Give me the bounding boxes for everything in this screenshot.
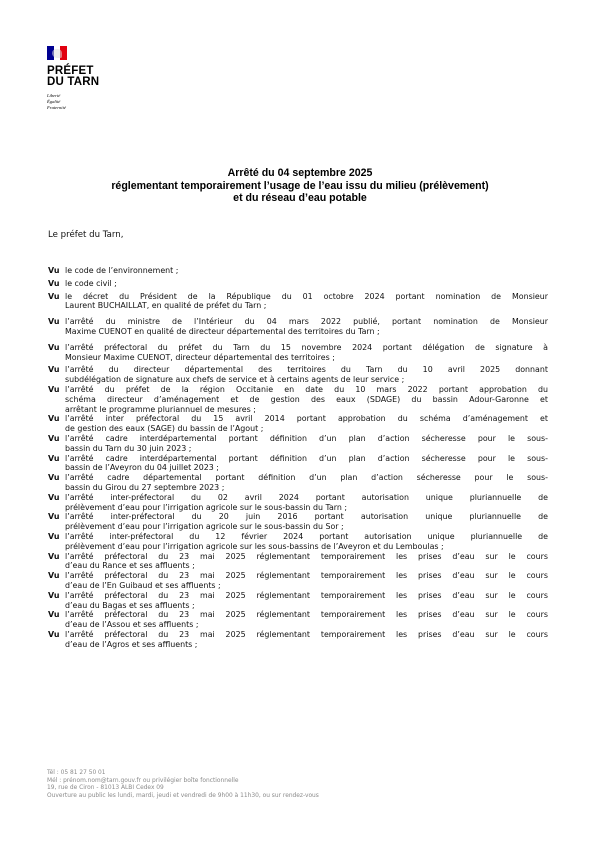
republic-motto [47,93,127,111]
visa-line: l’arrêté préfectoral du 23 mai 2025 réglementant temporairement les prises d’eau sur le cours [65,590,548,600]
footer-line: Tél : 05 81 27 50 01 [47,770,106,776]
visa-item [48,454,548,474]
visa-line: le code civil ; [65,278,117,288]
visa-item [48,591,548,611]
visa-line: schéma directeur d’aménagement et de gestion des eaux (SDAGE) du bassin Adour-Garonne et [65,394,548,404]
visa-item [48,493,548,513]
vu-label: Vu [48,610,60,620]
visa-item [48,473,548,493]
visa-item [48,434,548,454]
vu-label: Vu [48,291,60,301]
visa-line: l’arrêté préfectoral du 23 mai 2025 réglementant temporairement les prises d’eau sur le cours [65,610,548,620]
prefecture-logo [47,46,127,111]
visa-line: arrêtant le programme pluriannuel de mesures ; [65,404,256,414]
vu-label: Vu [48,365,60,375]
vu-label: Vu [48,590,60,600]
footer-line: 19, rue de Ciron - 81013 ALBI Cedex 09 [47,785,164,792]
visa-line: bassin du Girou du 27 septembre 2023 ; [65,482,225,492]
visa-text [65,571,548,591]
visa-line: Maxime CUENOT en qualité de directeur départemental des territoires du Tarn ; [65,326,380,336]
vu-label: Vu [48,512,60,522]
contact-footer [47,770,467,800]
visa-line: prélèvement d’eau pour l’irrigation agricole sur le sous-bassin du Sor ; [65,522,344,532]
vu-label: Vu [48,266,60,275]
visa-text [65,532,548,552]
visa-line: d’eau de l’En Guibaud et ses affluents ; [65,580,221,590]
visa-list [48,266,548,649]
title-line: réglementant temporairement l’usage de l’eau issu du milieu (prélèvement) [111,179,489,192]
visa-text [65,343,548,363]
visa-text [65,552,548,572]
visa-line: l’arrêté préfectoral du 23 mai 2025 réglementant temporairement les prises d’eau sur le cours [65,629,548,639]
vu-label: Vu [48,492,60,502]
visa-text [65,414,548,434]
visa-text [65,454,548,474]
visa-line: d’eau du Rance et ses affluents ; [65,561,195,571]
visa-item [48,279,548,289]
visa-item [48,317,548,337]
vu-label: Vu [48,571,60,581]
visa-item [48,610,548,630]
visa-line: l’arrêté préfectoral du préfet du Tarn du 15 novembre 2024 portant délégation de signature à [65,342,548,352]
visa-text [65,493,548,513]
visa-line: l’arrêté cadre interdépartemental portant définition d’un plan d’action sécheresse pour le sous- [65,433,548,443]
vu-label: Vu [48,473,60,483]
visa-line: subdélégation de signature aux chefs de service et à certains agents de leur service ; [65,375,405,385]
org-name-line1: PRÉFET [47,65,94,77]
vu-label: Vu [48,531,60,541]
visa-line: bassin de l’Aveyron du 04 juillet 2023 ; [65,463,219,473]
visa-text [65,385,548,414]
visa-text [65,279,548,289]
visa-item [48,630,548,650]
visa-line: Monsieur Maxime CUENOT, directeur départemental des territoires ; [65,352,335,362]
visa-line: d’eau de l’Assou et ses affluents ; [65,620,199,630]
motto-line: Égalité [47,99,61,104]
vu-label: Vu [48,317,60,327]
visa-line: l’arrêté du préfet de la région Occitanie en date du 10 mars 2022 portant approbation du [65,384,548,394]
visa-line: l’arrêté inter-préfectoral du 12 février 2024 portant autorisation unique pluriannuelle de [65,531,548,541]
visa-text [65,473,548,493]
title-line: et du réseau d’eau potable [233,192,367,205]
visa-item [48,571,548,591]
visa-text [65,591,548,611]
motto-line: Fraternité [47,105,66,110]
visa-item [48,532,548,552]
visa-item [48,266,548,276]
visa-line: de gestion des eaux (SAGE) du bassin de l’Agout ; [65,424,264,434]
visa-line: prélèvement d’eau pour l’irrigation agricole sur le sous-bassin du Tarn ; [65,502,348,512]
footer-line: Mél : prénom.nom@tarn.gouv.fr ou privilégier boîte fonctionnelle [47,777,239,784]
visa-line: d’eau du Bagas et ses affluents ; [65,600,195,610]
footer-line: Ouverture au public les lundi, mardi, jeudi et vendredi de 9h00 à 11h30, ou sur rendez-vous [47,792,319,799]
visa-line: l’arrêté inter préfectoral du 15 avril 2014 portant approbation du schéma d’aménagement et [65,414,548,424]
vu-label: Vu [48,278,60,288]
visa-line: le code de l’environnement ; [65,266,179,275]
visa-text [65,317,548,337]
visa-line: l’arrêté préfectoral du 23 mai 2025 réglementant temporairement les prises d’eau sur le cours [65,571,548,581]
vu-label: Vu [48,629,60,639]
visa-item [48,365,548,385]
visa-item [48,292,548,312]
visa-line: l’arrêté du directeur départemental des territoires du Tarn du 10 avril 2025 donnant [65,365,548,375]
visa-line: l’arrêté cadre interdépartemental portant définition d’un plan d’action sécheresse pour le sous- [65,453,548,463]
visa-line: bassin du Tarn du 30 juin 2023 ; [65,443,192,453]
visa-text [65,630,548,650]
visa-line: l’arrêté inter-préfectoral du 20 juin 2016 portant autorisation unique pluriannuelle de [65,512,548,522]
visa-item [48,414,548,434]
visa-text [65,512,548,532]
intro-text: Le préfet du Tarn, [48,230,124,240]
org-name [47,66,127,88]
visa-item [48,343,548,363]
visa-item [48,385,548,414]
visa-text [65,434,548,454]
document-title [60,167,540,205]
motto-line: Liberté [47,93,61,98]
visa-line: prélèvement d’eau pour l’irrigation agricole sur les sous-bassins de l’Aveyron et du Lemboulas ; [65,541,444,551]
vu-label: Vu [48,453,60,463]
visa-item [48,552,548,572]
visa-text [65,365,548,385]
visa-line: le décret du Président de la République du 01 octobre 2024 portant nomination de Monsieur [65,291,548,301]
vu-label: Vu [48,551,60,561]
org-name-line2: DU TARN [47,76,100,88]
visa-text [65,266,548,276]
vu-label: Vu [48,342,60,352]
visa-line: d’eau de l’Agros et ses affluents ; [65,639,198,649]
visa-text [65,610,548,630]
vu-label: Vu [48,433,60,443]
vu-label: Vu [48,384,60,394]
marianne-flag-icon [47,46,67,60]
visa-line: l’arrêté préfectoral du 23 mai 2025 réglementant temporairement les prises d’eau sur le cours [65,551,548,561]
visa-line: l’arrêté du ministre de l’Intérieur du 04 mars 2022 publié, portant nomination de Monsieur [65,317,548,327]
visa-line: l’arrêté cadre départemental portant définition d’un plan d’action sécheresse pour le sous- [65,473,548,483]
visa-item [48,512,548,532]
vu-label: Vu [48,414,60,424]
title-line: Arrêté du 04 septembre 2025 [227,167,373,179]
visa-line: l’arrêté inter-préfectoral du 02 avril 2024 portant autorisation unique pluriannuelle de [65,492,548,502]
visa-text [65,292,548,312]
visa-line: Laurent BUCHAILLAT, en qualité de préfet du Tarn ; [65,301,267,311]
